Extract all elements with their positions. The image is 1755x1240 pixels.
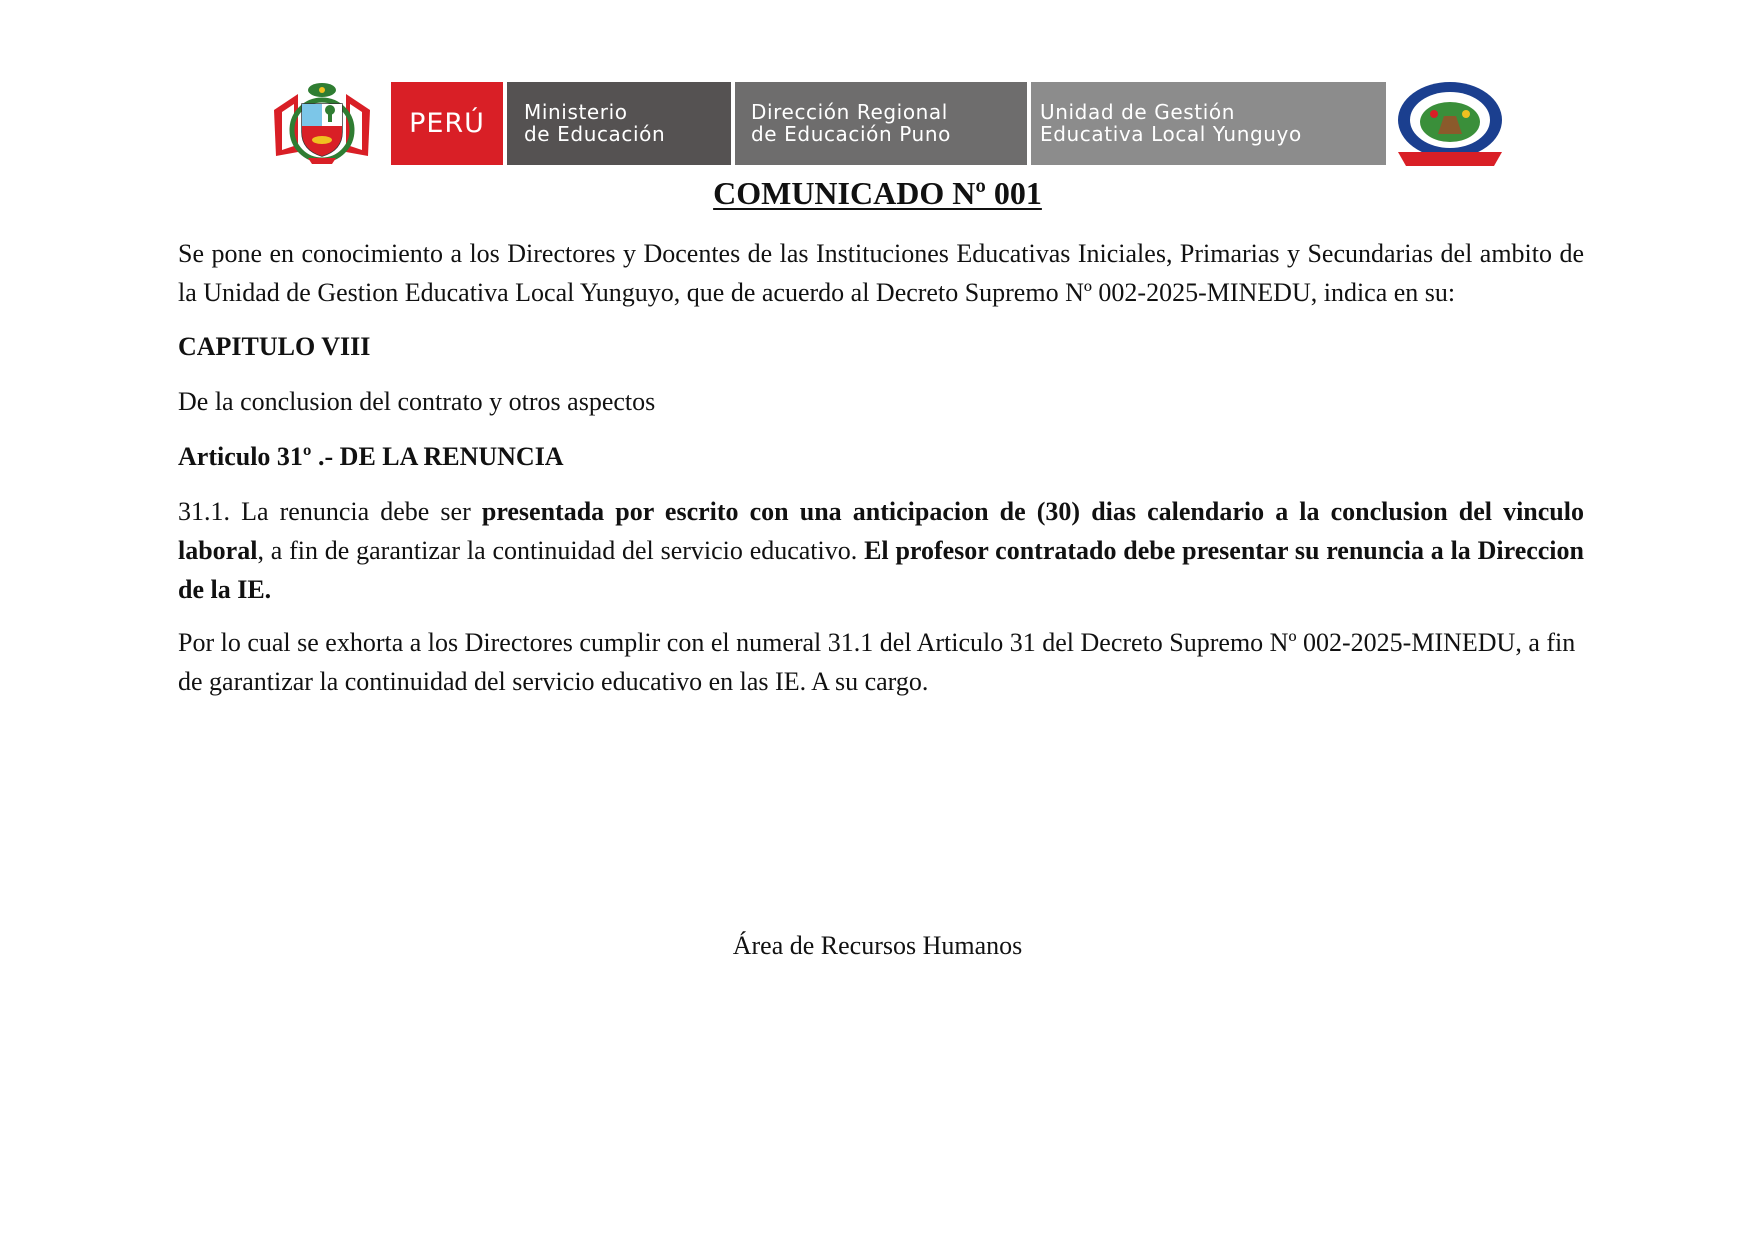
peru-brand-block [391, 82, 503, 165]
peru-label: PERÚ [409, 108, 485, 139]
chapter-heading: CAPITULO VIII [178, 332, 371, 361]
intro-paragraph: Se pone en conocimiento a los Directores y Docentes de las Instituciones Educativas Iniciales, Primarias y Secundarias del ambito de la Unidad de Gestion Educativa Local Yunguyo, que de acuerdo al Decreto Supremo Nº 002-2025-MINEDU, indica en su: [178, 239, 1584, 307]
article-heading: Articulo 31º .- DE LA RENUNCIA [178, 442, 564, 471]
ugel-brand-block [1031, 82, 1386, 165]
chapter-subtitle: De la conclusion del contrato y otros aspectos [178, 387, 656, 416]
ugel-line-1: Unidad de Gestión [1040, 100, 1235, 124]
ugel-yunguyo-logo-icon [1390, 80, 1510, 168]
closing-paragraph: Por lo cual se exhorta a los Directores cumplir con el numeral 31.1 del Articulo 31 del Decreto Supremo Nº 002-2025-MINEDU, a fin de garantizar la continuidad del servicio educativo en las IE. A su cargo. [178, 628, 1576, 696]
signature-area: Área de Recursos Humanos [732, 931, 1023, 960]
ministry-line-1: Ministerio [524, 100, 628, 124]
ministry-brand-block [507, 82, 731, 165]
dre-brand-block [735, 82, 1027, 165]
peru-coat-of-arms-icon [268, 80, 376, 165]
document-body [178, 234, 1584, 701]
dre-line-2: de Educación Puno [751, 122, 951, 146]
dre-line-1: Dirección Regional [751, 100, 948, 124]
ministry-line-2: de Educación [524, 122, 666, 146]
ugel-line-2: Educativa Local Yunguyo [1040, 122, 1302, 146]
letterhead [268, 80, 1518, 165]
page-title: COMUNICADO Nº 001 [713, 175, 1042, 211]
article-paragraph: 31.1. La renuncia debe ser presentada por escrito con una anticipacion de (30) dias calendario a la conclusion del vinculo laboral, a fin de garantizar la continuidad del servicio educativo. El profesor contratado debe presentar su renuncia a la Direccion de la IE. [178, 497, 1584, 604]
